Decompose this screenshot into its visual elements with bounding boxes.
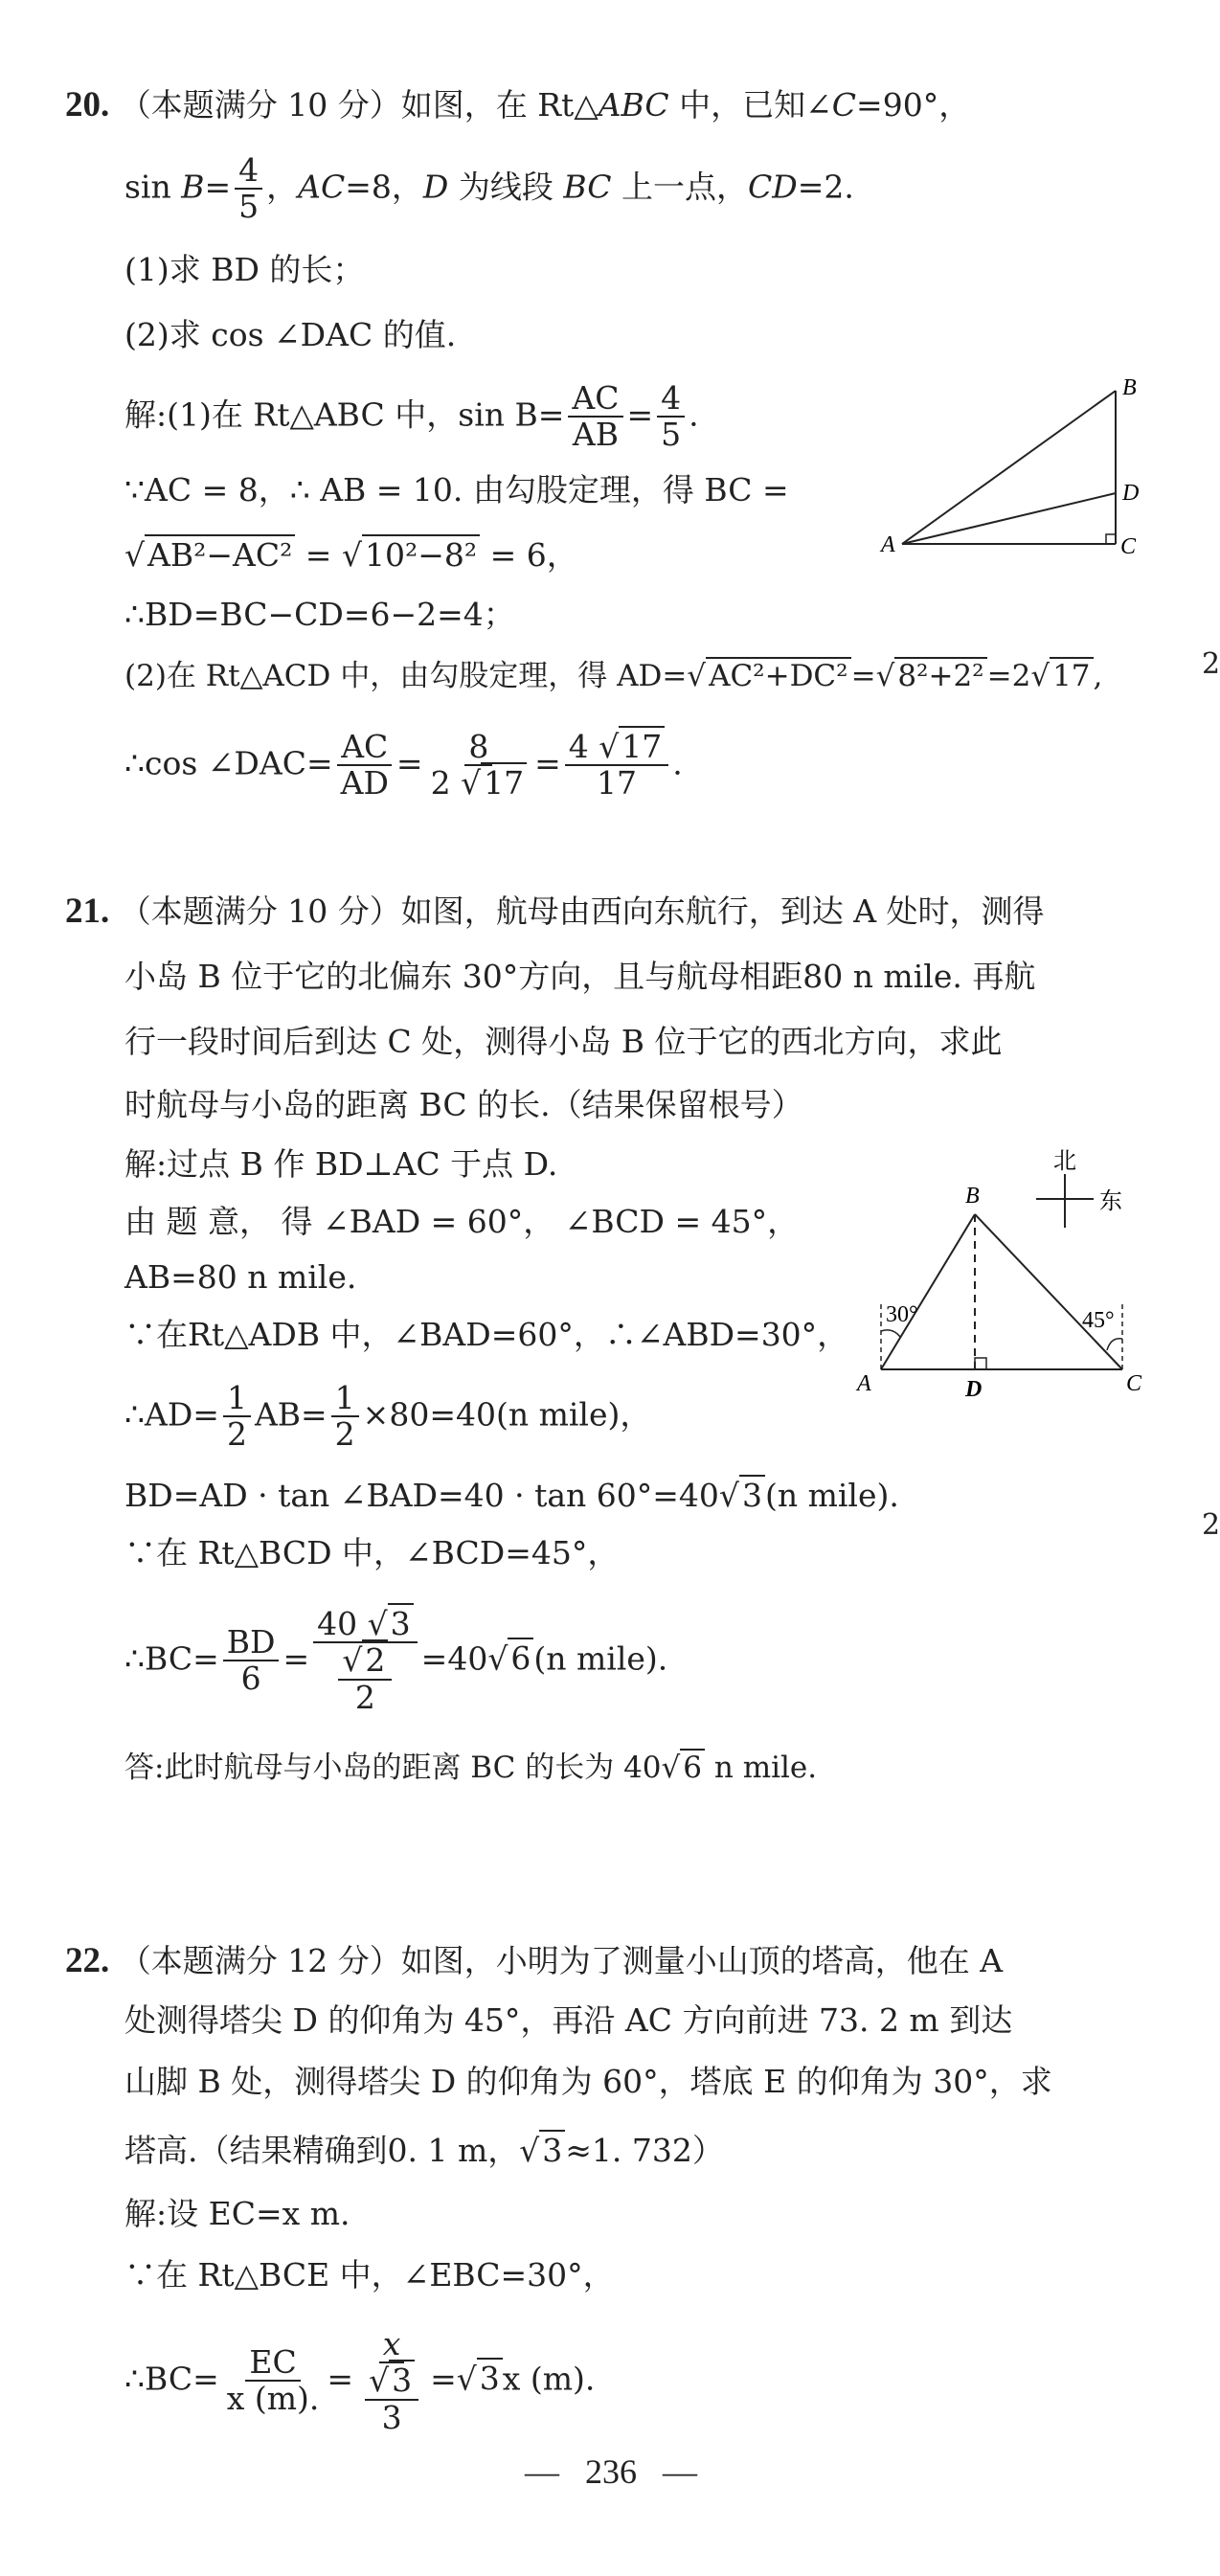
problem-21-line3: 行一段时间后到达 C 处，测得小岛 B 位于它的西北方向，求此 [124, 1023, 1003, 1060]
figure-21-triangle [843, 1140, 1168, 1427]
fraction: $\frac{1}{2}$ [331, 1381, 359, 1453]
fraction: $\frac{40 √3}{\frac{√2}{2}}$ [313, 1607, 418, 1715]
answer-21: 答:此时航母与小岛的距离 BC 的长为 40√6 n mile. [124, 1751, 818, 1785]
figure-20-triangle [881, 373, 1168, 565]
solution-22-line2: ∵在 Rt△BCE 中，∠EBC=30°， [124, 2256, 615, 2294]
problem-number: 21. [65, 892, 110, 931]
north-label: 北 [1053, 1147, 1076, 1174]
margin-mark: 2 [1202, 647, 1220, 681]
label-d: D [965, 1377, 983, 1402]
problem-number: 22. [65, 1941, 110, 1980]
problem-21-line4: 时航母与小岛的距离 BC 的长.（结果保留根号） [124, 1086, 803, 1123]
solution-21-line8: ∴BC= $\frac{BD}{6}$ = $\frac{40 √3}{\frac{√2}{2}}$ =40√6(n mile). [124, 1605, 668, 1716]
solution-20-line2: ∵AC = 8，∴ AB = 10. 由勾股定理，得 BC = [124, 471, 789, 508]
east-label: 东 [1099, 1187, 1122, 1214]
question-1: (1)求 BD 的长； [124, 251, 365, 288]
problem-21-line2: 小岛 B 位于它的北偏东 30°方向，且与航母相距80 n mile. 再航 [124, 958, 1036, 995]
fraction: $\frac{4}{5}$ [657, 381, 685, 453]
problem-22-line3: 山脚 B 处，测得塔尖 D 的仰角为 60°，塔底 E 的仰角为 30°，求 [124, 2063, 1052, 2100]
problem-20-line2: sin B= $\frac{4}{5}$ ，AC=8，D 为线段 BC 上一点，CD=2. [124, 151, 854, 226]
problem-22-line1: 22. （本题满分 12 分）如图，小明为了测量小山顶的塔高，他在 A [65, 1941, 1004, 1980]
solution-20-line6: ∴cos ∠DAC= $\frac{AC}{AD}$ = $\frac{8}{2 √17}$ = $\frac{4 √17}{17}$ . [124, 728, 683, 802]
label-b: B [965, 1184, 980, 1209]
solution-21-line1: 解:过点 B 作 BD⊥AC 于点 D. [124, 1145, 558, 1183]
label-c: C [1126, 1371, 1142, 1396]
solution-21-line2: 由 题 意， 得 ∠BAD = 60°， ∠BCD = 45°， [124, 1203, 800, 1240]
solution-21-line6: BD=AD · tan ∠BAD=40 · tan 60°=40√3(n mile). [124, 1477, 899, 1514]
solution-21-line7: ∵在 Rt△BCD 中，∠BCD=45°， [124, 1534, 620, 1571]
label-c: C [1120, 534, 1137, 559]
problem-number: 20. [65, 85, 110, 124]
problem-21-line1: 21. （本题满分 10 分）如图，航母由西向东航行，到达 A 处时，测得 [65, 892, 1045, 931]
angle-30-label: 30° [886, 1302, 918, 1327]
solution-20-line4: ∴BD=BC−CD=6−2=4； [124, 596, 515, 633]
label-b: B [1122, 375, 1137, 400]
fraction: $\frac{AC}{AD}$ [337, 730, 393, 802]
fraction: $\frac{4 √17}{17}$ [565, 730, 669, 802]
question-2: (2)求 cos ∠DAC 的值. [124, 316, 457, 353]
solution-22-line3: ∴BC= $\frac{EC}{x (m).}$ = $\frac{x}{\frac{√3}{3}}$ =√3x (m). [124, 2325, 596, 2436]
problem-20-header: 20. （本题满分 10 分）如图，在 Rt△ABC 中，已知∠C=90°， [65, 85, 971, 124]
solution-21-line4: ∵在Rt△ADB 中，∠BAD=60°，∴∠ABD=30°， [124, 1316, 849, 1353]
label-a: A [857, 1371, 871, 1396]
fraction: $\frac{AC}{AB}$ [568, 381, 622, 453]
fraction: $\frac{1}{2}$ [223, 1381, 251, 1453]
fraction: $\frac{x}{\frac{√3}{3}}$ [357, 2327, 426, 2435]
angle-45-label: 45° [1082, 1308, 1115, 1333]
solution-21-line3: AB=80 n mile. [124, 1258, 357, 1296]
margin-mark: 2 [1202, 1508, 1220, 1542]
label-a: A [881, 532, 895, 557]
solution-20-line3: √AB²−AC² = √10²−8² = 6， [124, 536, 578, 574]
label-d: D [1122, 481, 1140, 506]
solution-20-line5: (2)在 Rt△ACD 中，由勾股定理，得 AD=√AC²+DC²=√8²+2²=2√17, [124, 659, 1103, 693]
fraction: $\frac{EC}{x (m).}$ [226, 2343, 320, 2418]
fraction: $\frac{8}{2 √17}$ [427, 730, 531, 802]
fraction: $\frac{BD}{6}$ [223, 1625, 280, 1697]
problem-22-line4: 塔高.（结果精确到0. 1 m，√3≈1. 732） [124, 2132, 724, 2169]
fraction: $\frac{4}{5}$ [235, 153, 262, 225]
problem-22-line2: 处测得塔尖 D 的仰角为 45°，再沿 AC 方向前进 73. 2 m 到达 [124, 2001, 1013, 2039]
solution-20-line1: 解:(1)在 Rt△ABC 中，sin B= $\frac{AC}{AB}$ = $\frac{4}{5}$ . [124, 379, 699, 454]
page-number: — 236 — [525, 2452, 697, 2491]
solution-22-line1: 解:设 EC=x m. [124, 2195, 350, 2232]
solution-21-line5: ∴AD= $\frac{1}{2}$ AB= $\frac{1}{2}$ ×80=40(n mile)， [124, 1379, 652, 1454]
